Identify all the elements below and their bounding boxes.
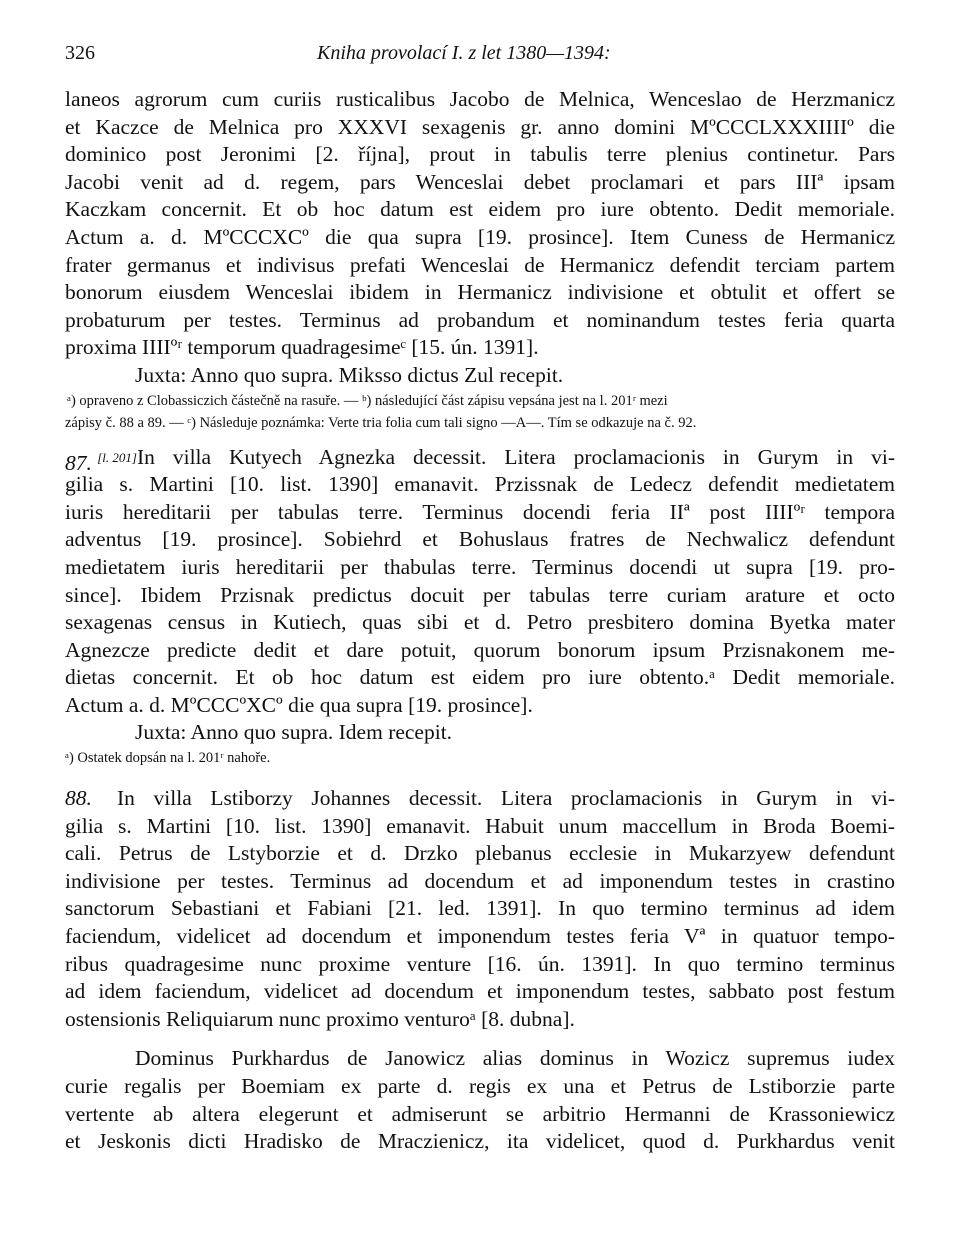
text-line: Jacobi venit ad d. regem, pars Wenceslai debet proclamari et pars IIIª ipsam [65,169,895,194]
juxta-line: Juxta: Anno quo supra. Idem recepit. [135,720,453,745]
page-header [65,42,895,72]
text-line: et Jeskonis dicti Hradisko de Mraczienicz, ita videlicet, quod d. Purkhardus venit [65,1129,895,1154]
text-line: cali. Petrus de Lstyborzie et d. Drzko plebanus ecclesie in Mukarzyew defendunt [65,841,895,866]
text-line: In villa Lstiborzy Johannes decessit. Litera proclamacionis in Gurym in vi- [117,786,895,811]
text-line: laneos agrorum cum curiis rusticalibus Jacobo de Melnica, Wenceslao de Herzmanicz [65,87,895,111]
text-line: Dominus Purkhardus de Janowicz alias dominus in Wozicz supremus iudex [135,1046,895,1071]
text-line: ribus quadragesime nunc proxime venture [16. ún. 1391]. In quo termino terminus [65,951,895,976]
text-line: gilia s. Martini [10. list. 1390] emanavit. Przissnak de Ledecz defendit medietatem [65,472,895,497]
text-line: medietatem iuris hereditarii per thabulas terre. Terminus docendi ut supra [19. pro- [65,554,895,579]
text-line: dietas concernit. Et ob hoc datum est eidem pro iure obtento.ᵃ Dedit memoriale. [65,665,895,690]
text-line: probaturum per testes. Terminus ad probandum et nominandum testes feria quarta [65,307,895,332]
text-line: ad idem faciendum, videlicet ad docendum et imponendum testes, sabbato post festum [65,979,895,1004]
text-line: faciendum, videlicet ad docendum et imponendum testes feria Vª in quatuor tempo- [65,924,895,949]
text-line: Kaczkam concernit. Et ob hoc datum est eidem pro iure obtento. Dedit memoriale. [65,197,895,222]
document-page [65,42,895,1156]
entry-first-line [65,785,895,813]
footnote-line: ᵃ) opraveno z Clobassiczich částečně na rasuře. — ᵇ) následující část zápisu vepsána jest na l. 201ʳ mezi [67,392,668,409]
entry-first-line [65,444,895,472]
text-line: gilia s. Martini [10. list. 1390] emanavit. Habuit unum maccellum in Broda Boemi- [65,813,895,838]
footnote-line: zápisy č. 88 a 89. — ᶜ) Následuje poznámka: Verte tria folia cum tali signo —A—. Tím se odkazuje na č. 92. [65,414,697,431]
text-line: Actum a. d. MºCCCºXCº die qua supra [19. prosince]. [65,692,533,717]
text-line: sexagenas census in Kutiech, quas sibi et d. Petro presbitero domina Byetka mater [65,610,895,635]
text-line: ostensionis Reliquiarum nunc proximo venturoᵃ [8. dubna]. [65,1006,575,1031]
text-line: et Kaczce de Melnica pro XXXVI sexagenis gr. anno domini MºCCCLXXXIIIIº die [65,114,895,139]
footnotes-block1 [65,390,895,434]
text-line: dominico post Jeronimi [2. října], prout in tabulis terre plenius continetur. Pars [65,142,895,167]
text-line: Actum a. d. MºCCCXCº die qua supra [19. prosince]. Item Cuness de Hermanicz [65,224,895,249]
text-line: indivisione per testes. Terminus ad docendum et ad imponendum testes in crastino [65,868,895,893]
footnote-line: ᵃ) Ostatek dopsán na l. 201ʳ nahoře. [65,750,271,767]
text-line: iuris hereditarii per tabulas terre. Terminus docendi feria IIª post IIIIºʳ tempora [65,499,895,524]
text-line: In villa Kutyech Agnezka decessit. Litera proclamacionis in Gurym in vi- [136,444,895,469]
entry-number: 88. [65,786,92,811]
entry-number: 87. [65,450,92,472]
paragraph-last [65,1045,895,1155]
running-title: Kniha provolací I. z let 1380—1394: [317,42,611,64]
page-number: 326 [65,42,95,64]
text-line: Agnezcze predicte dedit et dare potuit, quorum bonorum ipsum Przisnakonem me- [65,637,895,662]
block1-text [65,86,895,390]
text-line: adventus [19. prosince]. Sobiehrd et Bohuslaus fratres de Nechwalicz defendunt [65,527,895,552]
text-line: since]. Ibidem Przisnak predictus docuit per tabulas terre curiam arature et octo [65,582,895,607]
text-line: bonorum eiusdem Wenceslai ibidem in Hermanicz indivisione et obtulit et offert se [65,280,895,305]
folio-mark: [l. 201] [97,449,137,465]
text-line: sanctorum Sebastiani et Fabiani [21. led. 1391]. In quo termino terminus ad idem [65,896,895,921]
text-line: frater germanus et indivisus prefati Wenceslai de Hermanicz defendit terciam partem [65,252,895,277]
text-line: proxima IIIIºʳ temporum quadragesimeᶜ [15. ún. 1391]. [65,335,539,360]
text-line: vertente ab altera elegerunt et admiserunt se arbitrio Hermanni de Krassoniewicz [65,1101,895,1126]
entry-88 [65,785,895,1033]
text-line: curie regalis per Boemiam ex parte d. regis ex una et Petrus de Lstiborzie parte [65,1074,895,1098]
entry-87 [65,444,895,770]
juxta-line: Juxta: Anno quo supra. Miksso dictus Zul recepit. [135,362,564,387]
